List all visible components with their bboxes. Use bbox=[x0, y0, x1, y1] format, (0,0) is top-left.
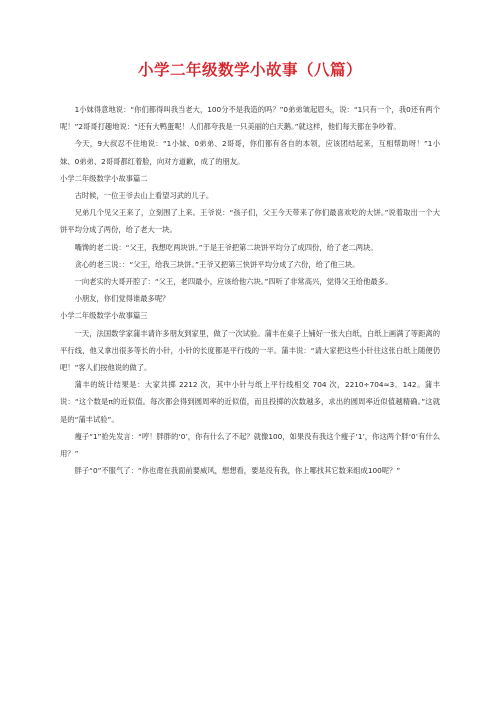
paragraph: 今天，9大叔忍不住地说：“1小妹、0弟弟、2哥哥，你们都有各自的本领，应该团结起来，互相帮助呀！”1小妹、0弟弟、2哥哥都红着脸，向对方道歉，成了的朋友。 bbox=[60, 139, 440, 166]
paragraph: 一向老实的大哥开腔了：“父王，老四最小，应该给他六块。”四听了非常高兴，觉得父王给他最多。 bbox=[74, 277, 393, 287]
paragraph: 嘴馋的老二说：“父王，我想吃两块饼。”于是王爷把第二块饼平均分了成四份，给了老二两块。 bbox=[74, 242, 378, 252]
paragraph: 1小妹得意地说：“你们都得叫我当老大，100分不是我造的吗？”0弟弟皱起眉头，说：“1只有一个，我0还有两个呢！”2哥哥打趣地说：“还有大鸭蛋呢！人们都夸我是一只美丽的白天鹅。”就这样，他们每天都在争吵着。 bbox=[60, 105, 440, 132]
document-title: 小学二年级数学小故事（八篇） bbox=[137, 61, 362, 79]
paragraph: 古时候，一位王爷去山上看望习武的儿子。 bbox=[74, 191, 214, 201]
paragraph: 小朋友，你们觉得谁最多呢？ bbox=[74, 294, 170, 304]
paragraph: 一天，法国数学家蒲丰请许多朋友到家里，做了一次试验。蒲丰在桌子上铺好一张大白纸，白纸上画满了等距离的平行线，他又拿出很多等长的小针，小针的长度都是平行线的一半。蒲丰说：“请大家把这些小针往这张白纸上随便仍吧！”客人们按他说的做了。 bbox=[60, 328, 440, 373]
paragraph: 瘦子“1”抢先发言：“哼！胖胖的‘0’，你有什么了不起？就像100，如果没有我这个瘦子‘1’，你这两个胖‘0’有什么用？” bbox=[60, 431, 440, 459]
paragraph: 胖子“0”不服气了：“你也甭在我面前要威风，想想看，要是没有我，你上哪找其它数来组成100呢？” bbox=[74, 466, 401, 476]
document-page bbox=[60, 60, 440, 479]
section-heading: 小学二年级数学小故事篇二 bbox=[60, 173, 148, 183]
paragraph: 贪心的老三说：：“父王，给我三块饼。”王爷又把第三快饼平均分成了六份，给了他三块。 bbox=[74, 259, 360, 269]
paragraph: 兄弟几个见父王来了，立刻围了上来。王爷说：“孩子们，父王今天带来了你们最喜欢吃的大饼。”说着取出一个大饼平均分成了两份，给了老大一块。 bbox=[60, 208, 440, 235]
paragraph: 蒲丰的统计结果是：大家共掷 2212 次，其中小针与纸上平行线相交 704 次，2210÷704≈3．142。蒲丰说：“这个数是π的近似值。每次都会得到圆周率的近似值，而且投掷的次数越多，求出的圆周率近似值越精确。”这就是的“蒲丰试验”。 bbox=[60, 380, 440, 424]
section-heading: 小学二年级数学小故事篇三 bbox=[60, 311, 148, 321]
